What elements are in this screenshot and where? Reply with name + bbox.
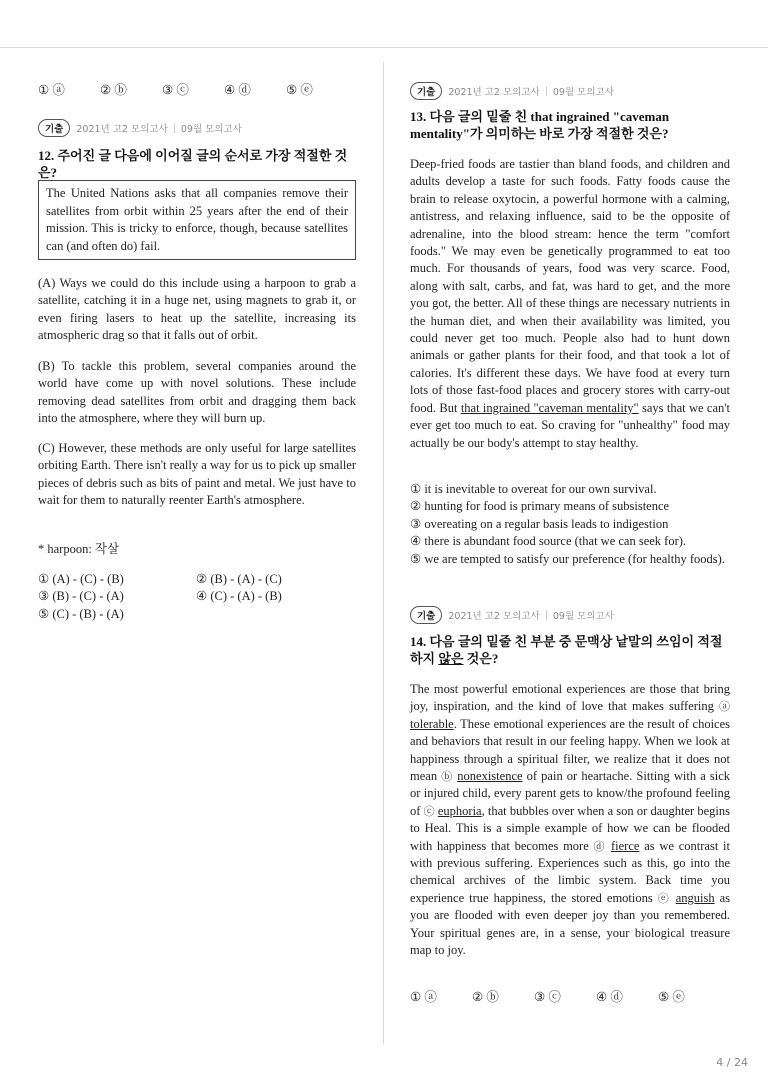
q14-answer-choices [410, 987, 730, 1005]
underlined-word-e: anguish [675, 890, 715, 905]
q12-option-2: ② (B) - (A) - (C) [196, 572, 282, 586]
page-number: 4 / 24 [716, 1056, 748, 1069]
q14-source-tag: 기출 2021년 고2 모의고사 | 09월 모의고사 [410, 606, 614, 624]
q14-passage: The most powerful emotional experiences are those that bring joy, inspiration, and the kind of love that makes suffering ⓐ tolerable. These emotional experiences are the result of choices and behaviors that result in our feeling happy. When we look at happiness through a spiritual filter, we realize that it does not mean ⓑ nonexistence of pain or heartache. Sitting with a sick or injured child, every parent gets to know/the profound feeling of ⓒ euphoria, that bubbles over when a son or daughter begins to Heal. This is a simple example of how we can be flooded with happiness that becomes more ⓓ fierce as we contrast it with previous suffering. Experiences such as this, go into the chemical archives of the limbic system. Back time you experience true happiness, the stored emotions ⓔ anguish as you are flooded with even deeper joy than you remembered. Your spiritual genes are, in a sense, your biological treasure map to joy. [410, 682, 731, 958]
marker-d: ⓓ [593, 839, 607, 853]
marker-c: ⓒ [423, 804, 435, 818]
underlined-word-c: euphoria [437, 803, 482, 818]
exam-year: 2021년 고2 모의고사 [448, 87, 540, 98]
underlined-word-d: fierce [610, 838, 640, 853]
exam-month: 09월 모의고사 [180, 124, 242, 135]
marker-b: ⓑ [441, 770, 454, 784]
q13-option-2: ② hunting for food is primary means of subsistence [410, 499, 670, 514]
choice-3: ③ ⓒ [162, 83, 189, 97]
q12-title: 12. 주어진 글 다음에 이어질 글의 순서로 가장 적절한 것은? [38, 148, 348, 180]
exam-month: 09월 모의고사 [552, 611, 614, 622]
exam-badge: 기출 [38, 119, 70, 137]
underlined-word-a: tolerable [410, 716, 454, 731]
q14-title: 14. 다음 글의 밑줄 친 부분 중 문맥상 낱말의 쓰임이 적절하지 않은 것은? [410, 634, 723, 666]
q12-source-tag: 기출 2021년 고2 모의고사 | 09월 모의고사 [38, 119, 242, 137]
q13-option-1: ① it is inevitable to overeat for our own survival. [410, 482, 657, 496]
exam-year: 2021년 고2 모의고사 [76, 124, 168, 135]
choice-1: ① ⓐ [38, 83, 65, 97]
q12-option-5: ⑤ (C) - (B) - (A) [38, 606, 124, 621]
choice-3: ③ ⓒ [534, 990, 561, 1004]
q12-option-1: ① (A) - (C) - (B) [38, 572, 124, 586]
marker-a: ⓐ [719, 700, 730, 714]
q12-footnote: * harpoon: 작살 [38, 542, 120, 556]
choice-4: ④ ⓓ [224, 83, 251, 97]
q12-paragraph-c: (C) However, these methods are only useful for large satellites orbiting Earth. There isn't really a way for us to pick up smaller pieces of debris such as bits of paint and metal. We just have to wait for them to naturally reenter Earth's atmosphere. [38, 441, 356, 508]
column-divider [383, 62, 384, 1044]
q13-option-4: ④ there is abundant food source (that we can seek for). [410, 534, 687, 549]
q12-options [38, 571, 356, 623]
exam-year: 2021년 고2 모의고사 [448, 611, 540, 622]
q13-options [410, 481, 730, 568]
q13-passage: Deep-fried foods are tastier than bland foods, and children and adults develop a taste for such foods. Fatty foods cause the brain to release oxytocin, a powerful hormone with a calming, antistress, and relaxing influence, said to be the opposite of adrenaline, into the blood stream: hence the term "comfort foods." We may even be genetically programmed to eat too much. For thousands of years, food was very scarce. Food, along with salt, carbs, and fat, was hard to get, and the more you got, the better. All of these things are necessary nutrients in the human diet, and when their availability was limited, you could never get too much. People also had to hunt down animals or gather plants for their food, and that took a lot of calories. It's different these days. We have food at every turn lots of those fast-food places and grocery stores with carry-out food. But that ingrained "caveman mentality" says that we can't ever get too much to eat. So craving for "unhealthy" food may actually be our body's attempt to stay healthy. [410, 157, 730, 450]
header-rule [0, 47, 768, 48]
q13-source-tag: 기출 2021년 고2 모의고사 | 09월 모의고사 [410, 82, 614, 100]
q12-option-3: ③ (B) - (C) - (A) [38, 589, 124, 604]
marker-e: ⓔ [657, 891, 671, 905]
choice-1: ① ⓐ [410, 990, 437, 1004]
choice-2: ② ⓑ [100, 83, 127, 97]
choice-4: ④ ⓓ [596, 990, 623, 1004]
q13-title: 13. 다음 글의 밑줄 친 that ingrained "caveman mentality"가 의미하는 바로 가장 적절한 것은? [410, 109, 670, 141]
q12-paragraph-b: (B) To tackle this problem, several companies around the world have come up with novel solutions. These include removing dead satellites from orbit and dragging them back into the atmosphere, where they will burn up. [38, 359, 356, 426]
exam-badge: 기출 [410, 82, 442, 100]
choice-5: ⑤ ⓔ [658, 990, 685, 1004]
q13-option-5: ⑤ we are tempted to satisfy our preference (for healthy foods). [410, 551, 725, 566]
exam-month: 09월 모의고사 [552, 87, 614, 98]
choice-2: ② ⓑ [472, 990, 499, 1004]
q13-underlined-phrase: that ingrained "caveman mentality" [460, 400, 639, 415]
underlined-word-b: nonexistence [457, 769, 523, 784]
q12-given-passage: The United Nations asks that all companies remove their satellites from orbit within 25 years after the end of their mission. This is tricky to enforce, though, because satellites can (and often do) fail. [38, 180, 356, 260]
q12-option-4: ④ (C) - (A) - (B) [196, 589, 282, 604]
exam-badge: 기출 [410, 606, 442, 624]
choice-5: ⑤ ⓔ [286, 83, 313, 97]
q12-paragraph-a: (A) Ways we could do this include using a harpoon to grab a satellite, catching it in a huge net, using magnets to grab it, or even firing lasers to heat up the satellite, increasing its atmospheric drag so that it falls out of orbit. [38, 276, 356, 343]
q13-option-3: ③ overeating on a regular basis leads to indigestion [410, 516, 669, 531]
q11-answer-choices [38, 80, 356, 98]
